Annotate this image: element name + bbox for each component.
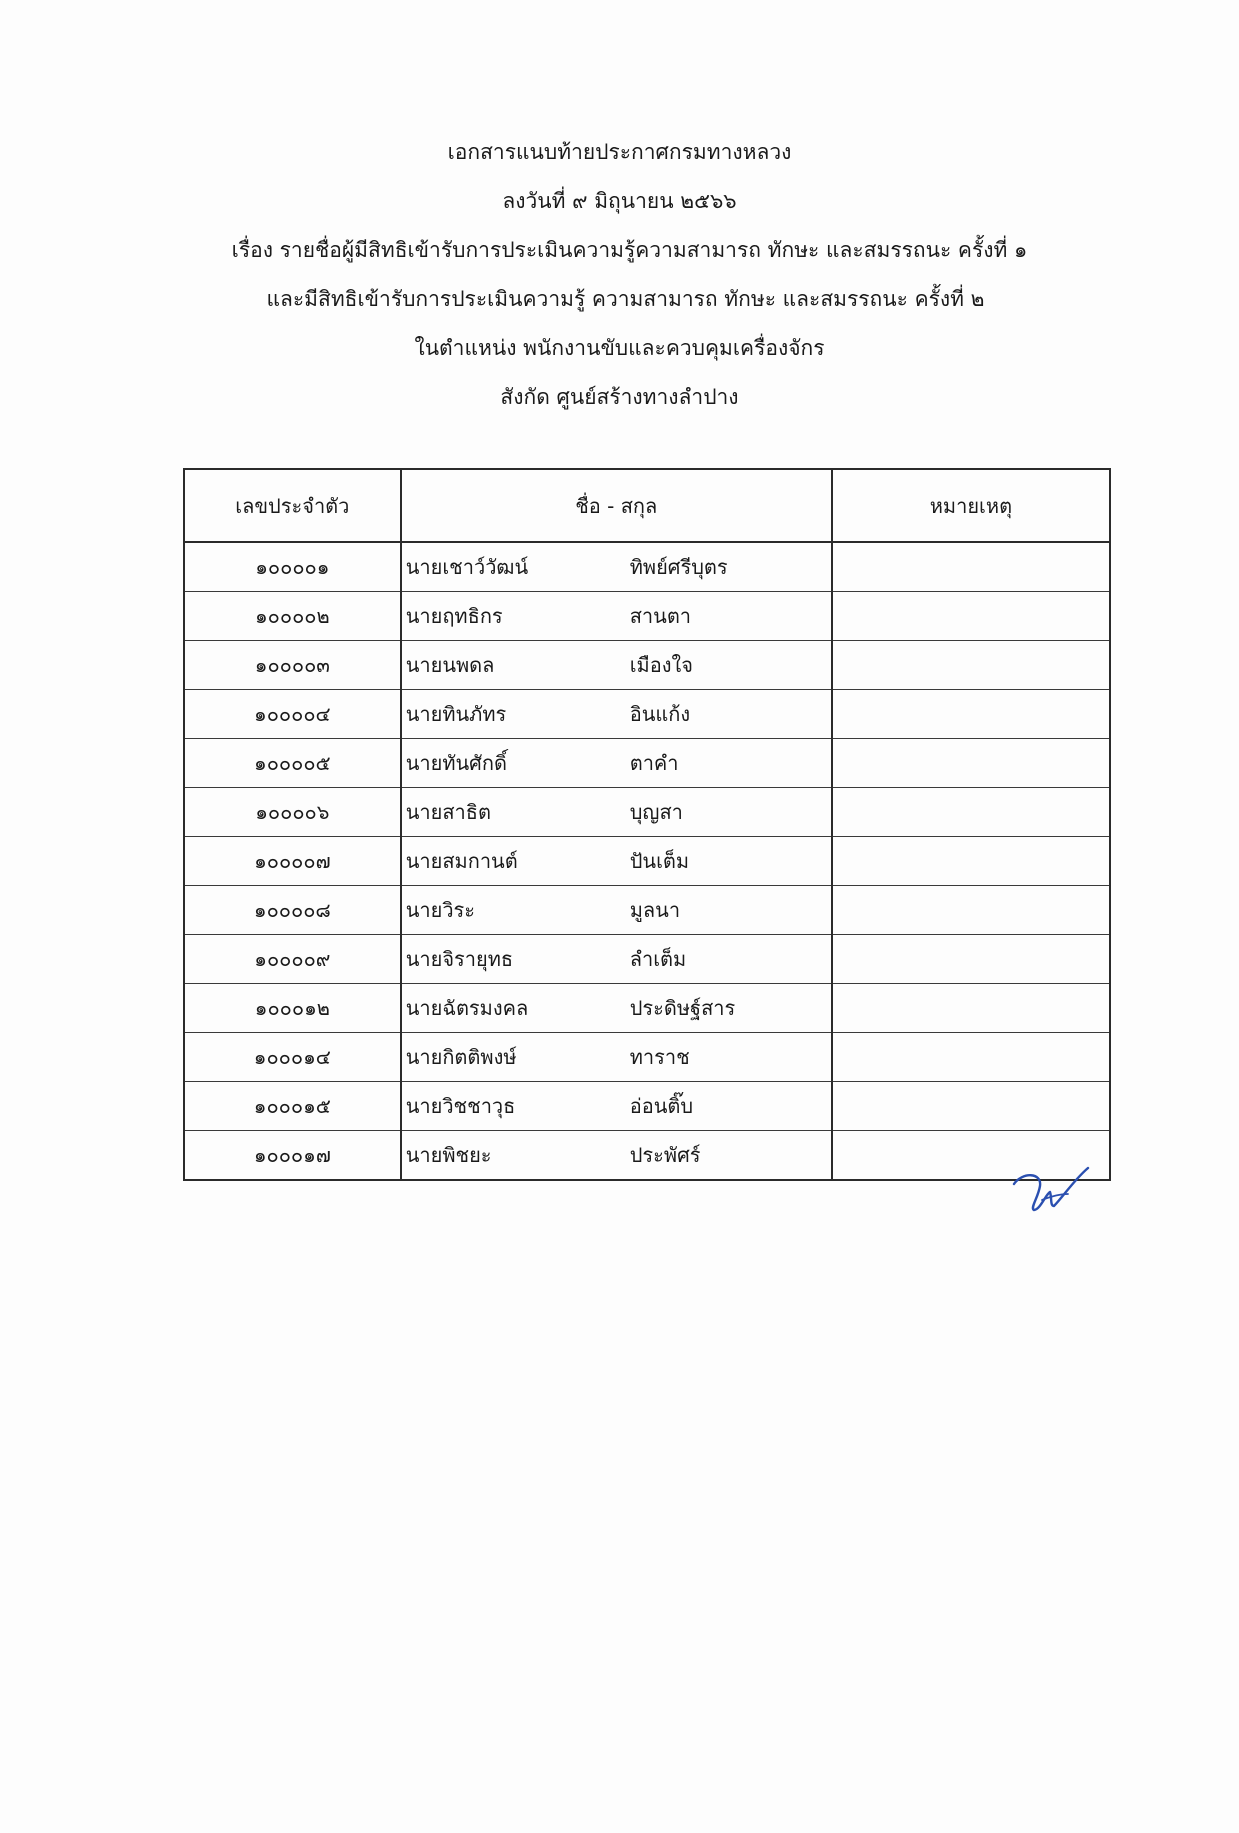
cell-id: ๑๐๐๐๑๔ bbox=[184, 1033, 401, 1082]
cell-id: ๑๐๐๐๐๑ bbox=[184, 542, 401, 592]
cell-note bbox=[832, 739, 1110, 788]
table-row bbox=[184, 542, 1110, 592]
cell-name bbox=[401, 1082, 832, 1131]
cell-note bbox=[832, 788, 1110, 837]
last-name: เมืองใจ bbox=[629, 653, 693, 677]
header-date: ลงวันที่ ๙ มิถุนายน ๒๕๖๖ bbox=[502, 189, 737, 213]
cell-note bbox=[832, 641, 1110, 690]
document-header bbox=[0, 128, 1239, 422]
last-name: อินแก้ง bbox=[629, 702, 691, 726]
name-wrap bbox=[402, 935, 831, 983]
cell-name bbox=[401, 739, 832, 788]
header-note: หมายเหตุ bbox=[832, 469, 1110, 542]
cell-note bbox=[832, 1082, 1110, 1131]
name-wrap bbox=[402, 690, 831, 738]
table-row bbox=[184, 788, 1110, 837]
table-body bbox=[184, 542, 1110, 1180]
table-row bbox=[184, 592, 1110, 641]
cell-id: ๑๐๐๐๐๘ bbox=[184, 886, 401, 935]
cell-note bbox=[832, 837, 1110, 886]
header-id: เลขประจำตัว bbox=[184, 469, 401, 542]
name-wrap bbox=[402, 1131, 831, 1179]
cell-note bbox=[832, 592, 1110, 641]
name-wrap bbox=[402, 1033, 831, 1081]
cell-note bbox=[832, 542, 1110, 592]
name-wrap bbox=[402, 641, 831, 689]
first-name: นายทันศักดิ์ bbox=[405, 751, 507, 775]
first-name: นายทินภัทร bbox=[405, 702, 507, 726]
cell-id: ๑๐๐๐๐๙ bbox=[184, 935, 401, 984]
cell-name bbox=[401, 886, 832, 935]
last-name: ทาราช bbox=[629, 1045, 690, 1069]
cell-note bbox=[832, 1033, 1110, 1082]
last-name: บุญสา bbox=[629, 800, 683, 824]
first-name: นายฉัตรมงคล bbox=[405, 996, 529, 1020]
last-name: ประดิษฐ์สาร bbox=[629, 996, 736, 1020]
header-subject: เรื่อง รายชื่อผู้มีสิทธิเข้ารับการประเมินความรู้ความสามารถ ทักษะ และสมรรถนะ ครั้งที่ ๑ bbox=[231, 238, 1028, 262]
table-row bbox=[184, 935, 1110, 984]
candidate-table bbox=[183, 468, 1111, 1181]
cell-id: ๑๐๐๐๐๔ bbox=[184, 690, 401, 739]
table-row bbox=[184, 1131, 1110, 1181]
table-row bbox=[184, 690, 1110, 739]
last-name: อ่อนติ๊บ bbox=[629, 1094, 694, 1118]
cell-name bbox=[401, 1131, 832, 1181]
cell-note bbox=[832, 886, 1110, 935]
table-header-row bbox=[184, 469, 1110, 542]
first-name: นายกิตติพงษ์ bbox=[405, 1045, 517, 1069]
first-name: นายจิรายุทธ bbox=[405, 947, 514, 971]
header-position: ในตำแหน่ง พนักงานขับและควบคุมเครื่องจักร bbox=[414, 336, 825, 360]
cell-name bbox=[401, 935, 832, 984]
header-name bbox=[401, 469, 832, 542]
cell-name bbox=[401, 837, 832, 886]
name-wrap bbox=[402, 739, 831, 787]
cell-name bbox=[401, 984, 832, 1033]
cell-name bbox=[401, 641, 832, 690]
cell-id: ๑๐๐๐๐๖ bbox=[184, 788, 401, 837]
last-name: มูลนา bbox=[629, 898, 681, 922]
table-row bbox=[184, 739, 1110, 788]
header-subject-continued: และมีสิทธิเข้ารับการประเมินความรู้ ความสามารถ ทักษะ และสมรรถนะ ครั้งที่ ๒ bbox=[266, 287, 985, 311]
cell-name bbox=[401, 788, 832, 837]
table-row bbox=[184, 837, 1110, 886]
cell-note bbox=[832, 690, 1110, 739]
first-name: นายวิระ bbox=[405, 898, 476, 922]
last-name: ทิพย์ศรีบุตร bbox=[629, 555, 728, 579]
first-name: นายพิชยะ bbox=[405, 1143, 492, 1167]
cell-id: ๑๐๐๐๑๕ bbox=[184, 1082, 401, 1131]
last-name: ปันเต็ม bbox=[629, 849, 690, 873]
cell-name bbox=[401, 690, 832, 739]
table-row bbox=[184, 1082, 1110, 1131]
name-wrap bbox=[402, 1082, 831, 1130]
cell-id: ๑๐๐๐๐๓ bbox=[184, 641, 401, 690]
name-wrap bbox=[402, 886, 831, 934]
name-wrap bbox=[402, 788, 831, 836]
header-affiliation: สังกัด ศูนย์สร้างทางลำปาง bbox=[500, 385, 739, 409]
cell-id: ๑๐๐๐๐๗ bbox=[184, 837, 401, 886]
name-wrap bbox=[402, 837, 831, 885]
cell-note bbox=[832, 984, 1110, 1033]
first-name: นายสาธิต bbox=[405, 800, 491, 824]
cell-id: ๑๐๐๐๐๒ bbox=[184, 592, 401, 641]
cell-id: ๑๐๐๐๑๗ bbox=[184, 1131, 401, 1181]
header-name-label: ชื่อ - สกุล bbox=[575, 493, 658, 518]
first-name: นายสมกานต์ bbox=[405, 849, 518, 873]
cell-id: ๑๐๐๐๑๒ bbox=[184, 984, 401, 1033]
first-name: นายวิชชาวุธ bbox=[405, 1094, 516, 1118]
last-name: ลำเต็ม bbox=[629, 947, 687, 971]
cell-name bbox=[401, 1033, 832, 1082]
table-row bbox=[184, 641, 1110, 690]
cell-id: ๑๐๐๐๐๕ bbox=[184, 739, 401, 788]
header-title: เอกสารแนบท้ายประกาศกรมทางหลวง bbox=[447, 140, 792, 164]
table-row bbox=[184, 984, 1110, 1033]
first-name: นายฤทธิกร bbox=[405, 604, 503, 628]
table-row bbox=[184, 1033, 1110, 1082]
name-wrap bbox=[402, 543, 831, 591]
cell-note bbox=[832, 935, 1110, 984]
cell-name bbox=[401, 592, 832, 641]
last-name: ตาคำ bbox=[629, 751, 679, 775]
name-wrap bbox=[402, 984, 831, 1032]
cell-name bbox=[401, 542, 832, 592]
last-name: ประพัศร์ bbox=[629, 1143, 701, 1167]
signature-mark bbox=[1012, 1164, 1092, 1214]
first-name: นายนพดล bbox=[405, 653, 495, 677]
last-name: สานตา bbox=[629, 604, 692, 628]
table-row bbox=[184, 886, 1110, 935]
first-name: นายเชาว์วัฒน์ bbox=[405, 555, 529, 579]
name-wrap bbox=[402, 592, 831, 640]
